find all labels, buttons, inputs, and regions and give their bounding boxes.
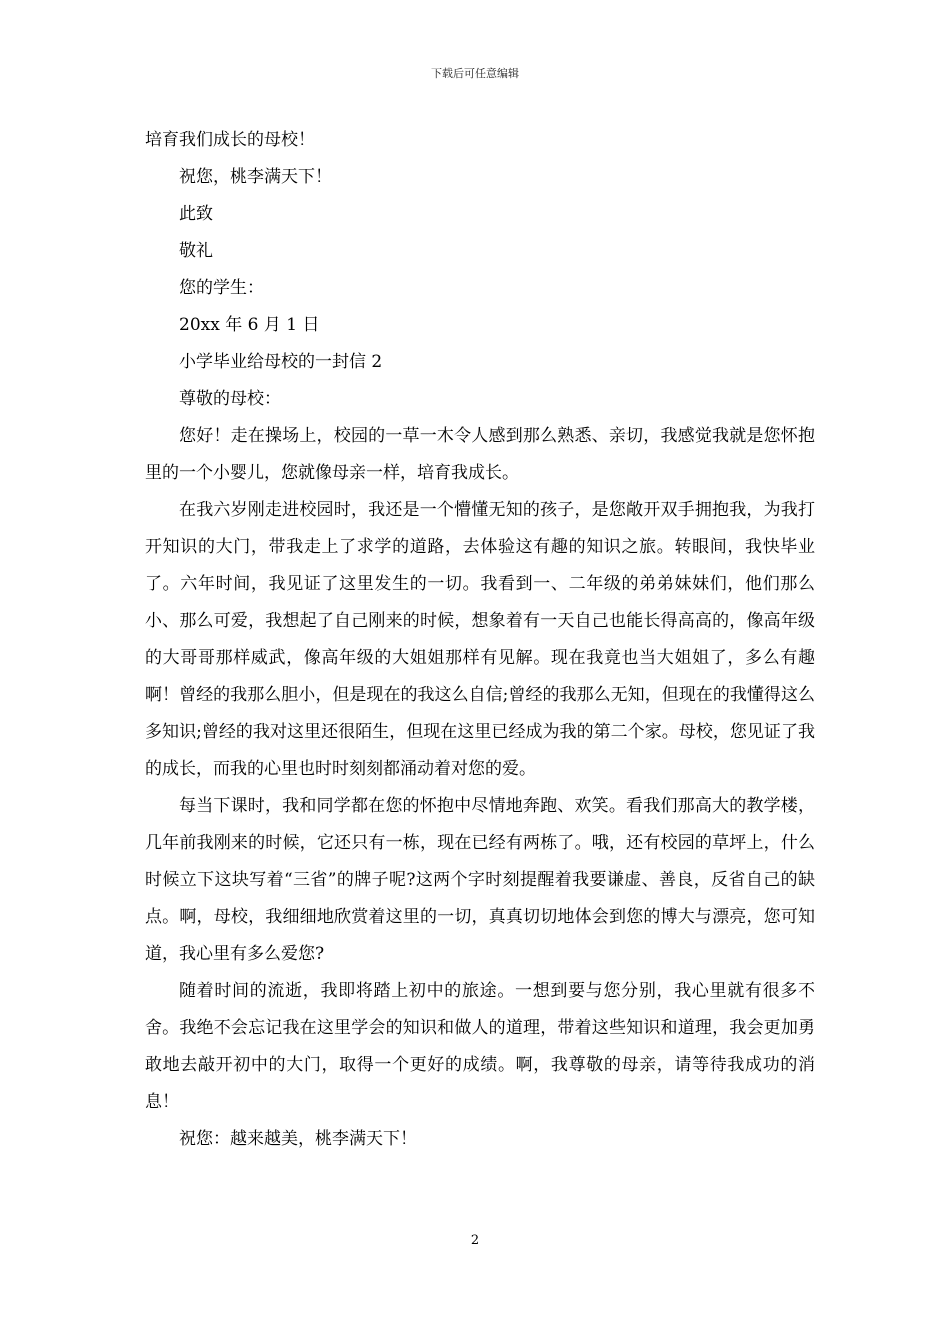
- signature-label: 您的学生：: [179, 278, 264, 298]
- paragraph-campus: 每当下课时，我和同学都在您的怀抱中尽情地奔跑、欢笑。看我们那高大的教学楼，几年前我刚来的时候，它还只有一栋，现在已经有两栋了。哦，还有校园的草坪上，什么时候立下这块写着“三省”的牌子呢?这两个字时刻提醒着我要谦虚、善良，反省自己的缺点。啊，母校，我细细地欣赏着这里的一切，真真切切地体会到您的博大与漂亮，您可知道，我心里有多么爱您?: [145, 796, 815, 964]
- closing-wish: 祝您：越来越美，桃李满天下！: [179, 1129, 417, 1149]
- page-number: 2: [470, 1233, 480, 1248]
- letter-title: 小学毕业给母校的一封信 2: [179, 352, 383, 372]
- page-header: 下载后可任意编辑: [431, 67, 519, 80]
- paragraph-farewell: 随着时间的流逝，我即将踏上初中的旅途。一想到要与您分别，我心里就有很多不舍。我绝不会忘记我在这里学会的知识和做人的道理，带着这些知识和道理，我会更加勇敢地去敲开初中的大门，取得一个更好的成绩。啊，我尊敬的母亲，请等待我成功的消息！: [145, 981, 815, 1112]
- closing-line-school: 培育我们成长的母校！: [145, 130, 315, 150]
- letter-date: 20xx 年 6 月 1 日: [179, 315, 320, 335]
- salutation-jingli: 敬礼: [179, 241, 213, 261]
- paragraph-memories: 在我六岁刚走进校园时，我还是一个懵懂无知的孩子，是您敞开双手拥抱我，为我打开知识的大门，带我走上了求学的道路，去体验这有趣的知识之旅。转眼间，我快毕业了。六年时间，我见证了这里发生的一切。我看到一、二年级的弟弟妹妹们，他们那么小、那么可爱，我想起了自己刚来的时候，想象着有一天自己也能长得高高的，像高年级的大哥哥那样威武，像高年级的大姐姐那样有见解。现在我竟也当大姐姐了，多么有趣啊！曾经的我那么胆小，但是现在的我这么自信;曾经的我那么无知，但现在的我懂得这么多知识;曾经的我对这里还很陌生，但现在这里已经成为我的第二个家。母校，您见证了我的成长，而我的心里也时时刻刻都涌动着对您的爱。: [145, 500, 815, 779]
- paragraph-intro: 您好！走在操场上，校园的一草一木令人感到那么熟悉、亲切，我感觉我就是您怀抱里的一个小婴儿，您就像母亲一样，培育我成长。: [145, 426, 815, 483]
- letter-greeting: 尊敬的母校：: [179, 389, 281, 409]
- salutation-cizhi: 此致: [179, 204, 213, 224]
- wish-line: 祝您，桃李满天下！: [179, 167, 332, 187]
- letter-body: [145, 122, 815, 1158]
